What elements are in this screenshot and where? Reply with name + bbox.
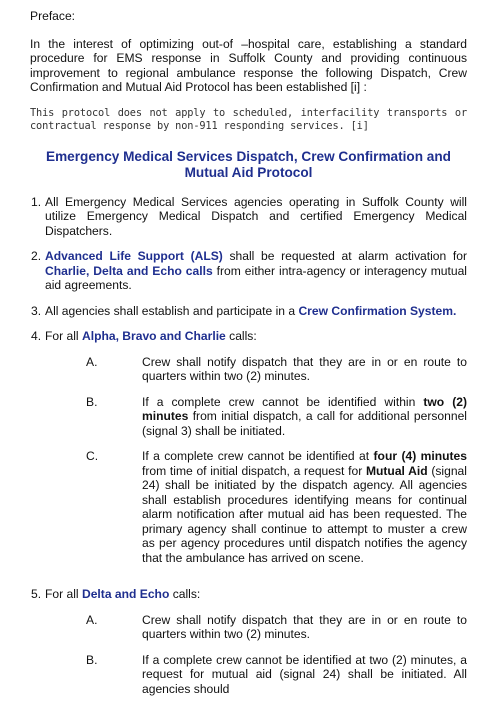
item-number: 1. <box>31 195 45 239</box>
sub-item <box>45 653 467 697</box>
sub-item <box>45 395 467 439</box>
emphasis-text: Delta and Echo <box>82 587 169 601</box>
item-number: 2. <box>31 249 45 293</box>
sub-item-span: (signal 24) shall be initiated by the dispatch agency. All agencies shall establish procedures identifying means for continual alarm notification after mutual aid has been requested. The primary agency shall continue to attempt to muster a crew as per agency procedures until dispatch notifies the agency that the ambulance has arrived on scene. <box>142 464 467 565</box>
item-text: from either intra-agency or interagency mutual aid agreements. <box>45 264 467 293</box>
sub-item-span: from time of initial dispatch, a request for <box>142 464 366 478</box>
list-item <box>30 304 467 319</box>
item-text: For all <box>45 329 82 343</box>
sub-item-span: If a complete crew cannot be identified within <box>142 395 423 409</box>
list-item <box>30 249 467 293</box>
item-body <box>45 329 467 576</box>
emphasis-text: Mutual Aid <box>366 464 428 478</box>
item-text: For all <box>45 587 82 601</box>
sub-item-text <box>142 653 467 697</box>
list-item <box>30 195 467 239</box>
list-item <box>30 587 467 707</box>
item-body <box>45 587 467 707</box>
sub-item-text <box>142 355 467 384</box>
sub-item-span: If a complete crew cannot be identified at two (2) minutes, a request for mutual aid (signal 24) shall be initiated. All agencies should <box>142 653 467 696</box>
item-text: All Emergency Medical Services agencies operating in Suffolk County will utilize Emergency Medical Dispatch and certified Emergency Medical Dispatchers. <box>45 195 467 238</box>
item-text: calls: <box>226 329 257 343</box>
item-body <box>45 304 467 319</box>
sub-item <box>45 449 467 565</box>
sub-item-span: Crew shall notify dispatch that they are in or en route to quarters within two (2) minutes. <box>142 355 467 384</box>
sub-item-letter: C. <box>45 449 142 565</box>
sub-item-span: If a complete crew cannot be identified at <box>142 449 374 463</box>
scope-note: This protocol does not apply to scheduled, interfacility transports or contractual response by non-911 responding services. [i] <box>30 107 467 134</box>
emphasis-text: Advanced Life Support (ALS) <box>45 249 223 263</box>
item-number: 4. <box>31 329 45 576</box>
sub-item-letter: B. <box>45 653 142 697</box>
sub-item <box>45 613 467 642</box>
emphasis-text: Crew Confirmation System. <box>298 304 456 318</box>
sub-item <box>45 355 467 384</box>
emphasis-text: four (4) minutes <box>374 449 467 463</box>
item-text: calls: <box>169 587 200 601</box>
sub-item-text <box>142 613 467 642</box>
preface-label: Preface: <box>30 9 467 24</box>
emphasis-text: two (2) minutes <box>142 395 467 424</box>
item-body <box>45 249 467 293</box>
document-title: Emergency Medical Services Dispatch, Crew Confirmation and Mutual Aid Protocol <box>30 149 467 181</box>
sub-item-letter: A. <box>45 355 142 384</box>
sub-list <box>45 355 467 566</box>
item-number: 5. <box>31 587 45 707</box>
sub-item-span: Crew shall notify dispatch that they are in or en route to quarters within two (2) minutes. <box>142 613 467 642</box>
item-text: All agencies shall establish and participate in a <box>45 304 298 318</box>
item-number: 3. <box>31 304 45 319</box>
sub-item-letter: A. <box>45 613 142 642</box>
protocol-list <box>30 195 467 707</box>
item-text: shall be requested at alarm activation for <box>223 249 467 263</box>
emphasis-text: Alpha, Bravo and Charlie <box>82 329 226 343</box>
list-item <box>30 329 467 576</box>
sub-list <box>45 613 467 697</box>
sub-item-letter: B. <box>45 395 142 439</box>
sub-item-text <box>142 449 467 565</box>
sub-item-span: from initial dispatch, a call for additional personnel (signal 3) shall be initiated. <box>142 409 467 438</box>
sub-item-text <box>142 395 467 439</box>
item-body <box>45 195 467 239</box>
emphasis-text: Charlie, Delta and Echo calls <box>45 264 213 278</box>
intro-paragraph: In the interest of optimizing out-of –hospital care, establishing a standard procedure for EMS response in Suffolk County and providing continuous improvement to regional ambulance response the following Dispatch, Crew Confirmation and Mutual Aid Protocol has been established [i] : <box>30 37 467 95</box>
